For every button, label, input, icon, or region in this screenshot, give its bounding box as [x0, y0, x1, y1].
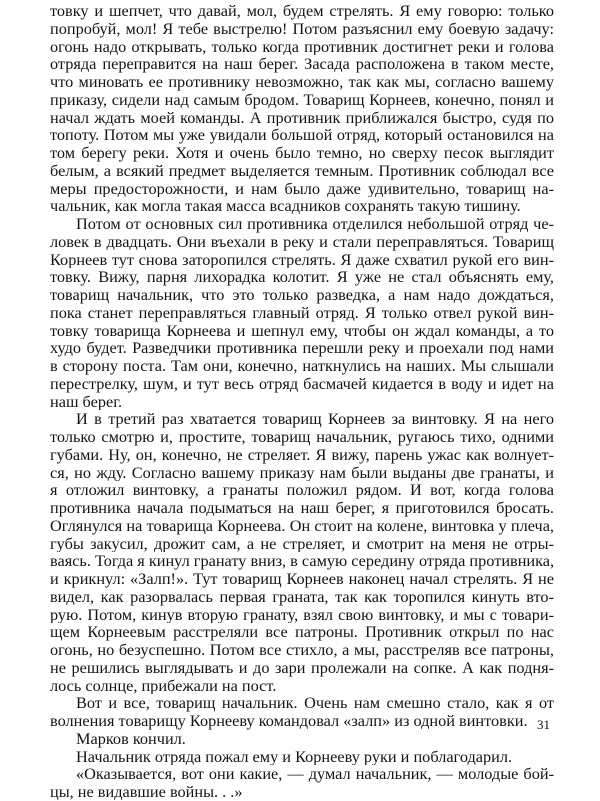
book-page-text [50, 2, 554, 801]
text-line: я отложил винтовку, а гранаты положил рядом. И вот, когда голова [50, 481, 554, 499]
text-line: губы закусил, дрожит сам, а не стреляет, и смотрит на меня не отры- [50, 534, 554, 553]
text-line: попробуй, мол! Я тебе выстрелю! Потом разъяснил ему боевую задачу: [50, 19, 554, 38]
text-line: волнения товарищу Корнееву командовал «залп» из одной винтовки. [50, 712, 528, 730]
text-line: огонь, но безуспешно. Потом все стихло, а мы, расстреляв все патроны, [50, 641, 554, 659]
text-line: И в третий раз хватается товарищ Корнеев за винтовку. Я на него [76, 410, 554, 428]
text-line: не решились выглядывать и до зари пролежали на сопке. А как подня- [50, 658, 554, 677]
page-number: 31 [537, 717, 550, 732]
text-line: наш берег. [50, 392, 123, 411]
text-line: и крикнул: «Залп!». Тут товарищ Корнеев наконец начал стрелять. Я не [50, 570, 554, 588]
text-line: белым, а всякий предмет выделяется темным. Противник соблюдал все [50, 161, 554, 180]
text-line: приказу, сидели над самым бродом. Товарищ Корнеев, конечно, понял и [50, 90, 554, 109]
text-line: том берегу реки. Хотя и очень было темно, но сверху песок выглядит [50, 144, 554, 162]
text-line: огонь надо открывать, только когда противник достигнет реки и голова [50, 37, 554, 56]
text-line: худо будет. Разведчики противника перешли реку и проехали под нами [50, 339, 554, 357]
text-line: рую. Потом, кинув вторую гранату, взял свою винтовку, и мы с товари- [50, 605, 554, 624]
text-line: товарищ начальник, что это только разведка, а нам надо дождаться, [50, 286, 554, 304]
text-line: Потом от основных сил противника отделился небольшой отряд че- [76, 215, 554, 233]
text-line: ваясь. Тогда я кинул гранату вниз, в самую середину отряда противника, [50, 552, 554, 570]
text-line: меры предосторожности, и нам было даже удивительно, товарищ на- [50, 179, 554, 198]
text-line: Оглянулся на товарища Корнеева. Он стоит на колене, винтовка у плеча, [50, 516, 554, 535]
text-line: ся, но жду. Согласно вашему приказу нам были выданы две гранаты, и [50, 463, 554, 482]
text-line: Вот и все, товарищ начальник. Очень нам смешно стало, как я от [76, 694, 554, 712]
text-line: товку товарища Корнеева и шепнул ему, чтобы он ждал команды, а то [50, 321, 554, 340]
text-line: что миновать ее противнику невозможно, так как мы, согласно вашему [50, 73, 554, 91]
text-line: топоту. Потом мы уже увидали большой отряд, который остановился на [50, 126, 554, 144]
text-line: перестрелку, шум, и тут весь отряд басмачей кидается в воду и идет на [50, 374, 554, 393]
text-line: щем Корнеевым расстреляли все патроны. Противник открыл по нас [50, 623, 554, 641]
text-line: в сторону поста. Там они, конечно, наткнулись на наших. Мы слышали [50, 357, 554, 375]
text-line: товку и шепчет, что давай, мол, будем стрелять. Я ему говорю: только [50, 2, 554, 20]
text-line: ловек в двадцать. Они въехали в реку и стали переправляться. Товарищ [50, 232, 554, 251]
text-line: видел, как разорвалась первая граната, так как торопился кинуть вто- [50, 587, 554, 606]
text-line: лось солнце, прибежали на пост. [50, 676, 277, 695]
text-line: чальник, как могла такая масса всадников сохранять такую тишину. [50, 197, 521, 215]
text-line: «Оказывается, вот они какие, — думал начальник, — молодые бой- [76, 765, 554, 783]
text-line: цы, не видавшие войны. . .» [50, 783, 243, 801]
text-line: отряда переправится на наш берег. Засада расположена в таком месте, [50, 55, 554, 73]
text-line: противника начала подыматься на наш берег, я приготовился бросать. [50, 499, 554, 517]
text-line: Марков кончил. [76, 729, 186, 748]
text-line: товку. Вижу, парня лихорадка колотит. Я уже не стал объяснять ему, [50, 268, 554, 286]
text-line: Начальник отряда пожал ему и Корнееву руки и поблагодарил. [76, 747, 513, 766]
text-line: Корнеев тут снова заторопился стрелять. Я даже схватил рукой его вин- [50, 250, 554, 269]
text-line: губами. Ну, он, конечно, не стреляет. Я вижу, парень ужас как волнует- [50, 445, 554, 464]
text-line: начал ждать моей команды. А противник приближался быстро, судя по [50, 108, 554, 127]
text-line: пока станет переправляться главный отряд. Я только отвел рукой вин- [50, 303, 554, 322]
text-line: только смотрю и, простите, товарищ начальник, ругаюсь тихо, одними [50, 428, 554, 446]
